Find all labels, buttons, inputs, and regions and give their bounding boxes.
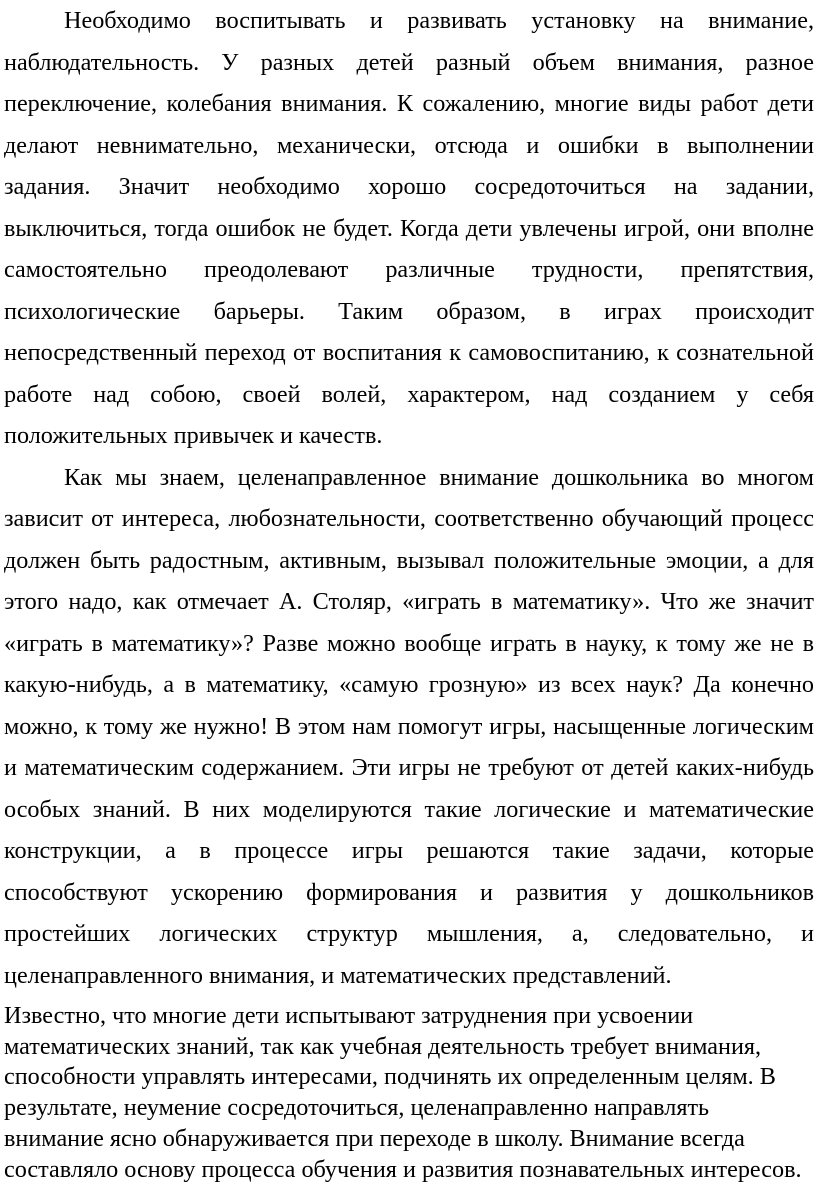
document-page — [4, 0, 814, 1185]
paragraph-attention-upbringing: Необходимо воспитывать и развивать установку на внимание, наблюдательность. У разных детей разный объем внимания, разное переключение, колебания внимания. К сожалению, многие виды работ дети делают невнимательно, механически, отсюда и ошибки в выполнении задания. Значит необходимо хорошо сосредоточиться на задании, выключиться, тогда ошибок не будет. Когда дети увлечены игрой, они вполне самостоятельно преодолевают различные трудности, препятствия, психологические барьеры. Таким образом, в играх происходит непосредственный переход от воспитания к самовоспитанию, к сознательной работе над собою, своей волей, характером, над созданием у себя положительных привычек и качеств. — [4, 7, 814, 449]
paragraph-play-mathematics: Как мы знаем, целенаправленное внимание дошкольника во многом зависит от интереса, любознательности, соответственно обучающий процесс должен быть радостным, активным, вызывал положительные эмоции, а для этого надо, как отмечает А. Столяр, «играть в математику». Что же значит «играть в математику»? Разве можно вообще играть в науку, к тому же не в какую-нибудь, а в математику, «самую грозную» из всех наук? Да конечно можно, к тому же нужно! В этом нам помогут игры, насыщенные логическим и математическим содержанием. Эти игры не требуют от детей каких-нибудь особых знаний. В них моделируются такие логические и математические конструкции, а в процессе игры решаются такие задачи, которые способствуют ускорению формирования и развития у дошкольников простейших логических структур мышления, а, следовательно, и целенаправленного внимания, и математических представлений. — [4, 463, 814, 989]
paragraph-learning-difficulties: Известно, что многие дети испытывают затруднения при усвоении математических знаний, так как учебная деятельность требует внимания, способности управлять интересами, подчинять их определенным целям. В результате, неумение сосредоточиться, целенаправленно направлять внимание ясно обнаруживается при переходе в школу. Внимание всегда составляло основу процесса обучения и развития познавательных интересов. — [4, 1002, 802, 1183]
